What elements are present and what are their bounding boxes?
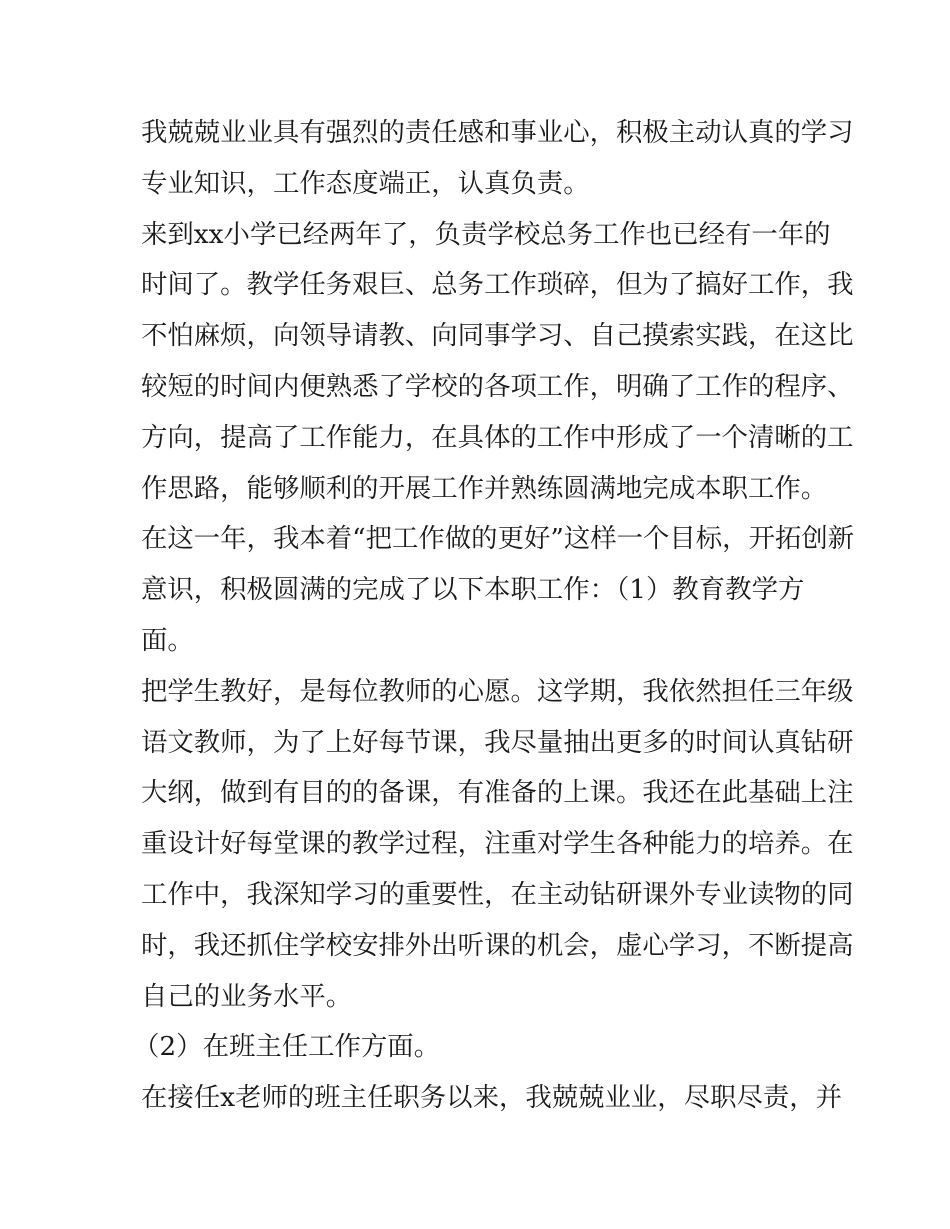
text-line: 自己的业务水平。: [141, 980, 353, 1012]
text-line: 把学生教好，是每位教师的心愿。这学期，我依然担任三年级: [141, 675, 854, 707]
text-line: 语文教师，为了上好每节课，我尽量抽出更多的时间认真钻研: [141, 726, 854, 758]
text-line: 面。: [141, 624, 194, 656]
document-page: [133, 108, 855, 1124]
section-heading: （2）在班主任工作方面。: [133, 1031, 441, 1063]
text-line: 时间了。教学任务艰巨、总务工作琐碎，但为了搞好工作，我: [141, 269, 854, 301]
text-line: 我兢兢业业具有强烈的责任感和事业心，积极主动认真的学习: [141, 117, 854, 148]
text-line: 专业知识，工作态度端正，认真负责。: [141, 167, 590, 199]
text-line: 工作中，我深知学习的重要性，在主动钻研课外专业读物的同: [141, 878, 854, 910]
text-line: 在这一年，我本着“把工作做的更好”这样一个目标，开拓创新: [141, 523, 855, 555]
text-line: 大纲，做到有目的的备课，有准备的上课。我还在此基础上注: [141, 777, 854, 809]
text-line: 时，我还抓住学校安排外出听课的机会，虚心学习，不断提高: [141, 929, 854, 961]
text-line: 意识，积极圆满的完成了以下本职工作：（1）教育教学方: [141, 574, 805, 606]
text-line: 较短的时间内便熟悉了学校的各项工作，明确了工作的程序、: [141, 370, 854, 402]
text-line: 方向，提高了工作能力，在具体的工作中形成了一个清晰的工: [141, 421, 854, 453]
text-line: 作思路，能够顺利的开展工作并熟练圆满地完成本职工作。: [141, 472, 828, 504]
text-line: 来到xx小学已经两年了，负责学校总务工作也已经有一年的: [141, 218, 831, 250]
text-line: 不怕麻烦，向领导请教、向同事学习、自己摸索实践，在这比: [141, 320, 854, 352]
text-line: 重设计好每堂课的教学过程，注重对学生各种能力的培养。在: [141, 828, 854, 860]
text-line: 在接任x老师的班主任职务以来，我兢兢业业，尽职尽责，并: [141, 1082, 843, 1114]
